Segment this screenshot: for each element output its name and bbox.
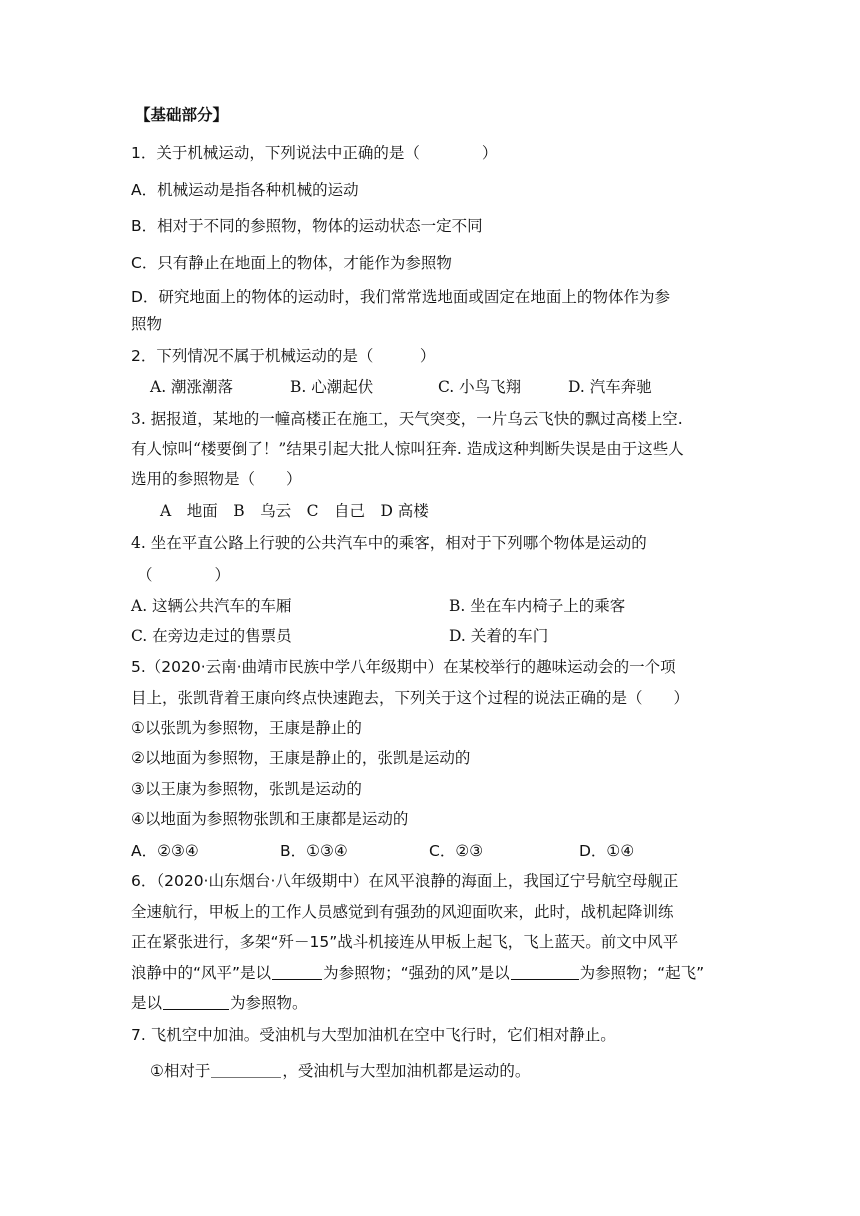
q2-option-b: B. 心潮起伏 [290, 378, 374, 396]
q4-paren: （ ） [137, 566, 231, 584]
q6-line3: 正在紧张进行，多架“歼－15”战斗机接连从甲板上起飞，飞上蓝天。前文中风平 [131, 933, 679, 951]
q1-option-d-line1: D．研究地面上的物体的运动时，我们常常选地面或固定在地面上的物体作为参 [131, 288, 670, 306]
q5-statement-1: ①以张凯为参照物，王康是静止的 [131, 719, 362, 737]
q5-option-c: C．②③ [429, 842, 484, 860]
q5-option-b: B．①③④ [280, 842, 348, 860]
q5-option-a: A．②③④ [131, 842, 199, 860]
answer-blank[interactable] [272, 963, 322, 980]
q6-line5-part2: 为参照物。 [230, 994, 308, 1012]
q5-line1: 5.（2020·云南·曲靖市民族中学八年级期中）在某校举行的趣味运动会的一个项 [131, 658, 676, 676]
q2-options [150, 377, 710, 397]
q5-options [131, 841, 691, 861]
q1-stem: 1．关于机械运动，下列说法中正确的是（ ） [131, 144, 498, 162]
q6-line2: 全速航行，甲板上的工作人员感觉到有强劲的风迎面吹来，此时，战机起降训练 [131, 903, 674, 921]
q6-line5-part1: 是以 [131, 994, 163, 1012]
q6-line4-part2: 为参照物；“强劲的风”是以 [323, 964, 510, 982]
q5-statement-3: ③以王康为参照物，张凯是运动的 [131, 780, 362, 798]
q4-option-a: A. 这辆公共汽车的车厢 [131, 597, 292, 615]
q6-line4-part1: 浪静中的“风平”是以 [131, 964, 272, 982]
q3-line1: 3. 据报道，某地的一幢高楼正在施工，天气突变，一片乌云飞快的飘过高楼上空. [131, 410, 683, 428]
q6-line1: 6．（2020·山东烟台·八年级期中）在风平浪静的海面上，我国辽宁号航空母舰正 [131, 872, 679, 890]
answer-blank[interactable] [211, 1061, 281, 1078]
q7-sub1-part1: ①相对于 [150, 1062, 211, 1080]
q4-stem: 4. 坐在平直公路上行驶的公共汽车中的乘客，相对于下列哪个物体是运动的 [131, 534, 647, 552]
answer-blank[interactable] [511, 963, 579, 980]
q6-line5 [131, 993, 308, 1013]
q2-option-d: D. 汽车奔驰 [568, 378, 652, 396]
q7-sub1 [150, 1061, 530, 1081]
q5-line2: 目上，张凯背着王康向终点快速跑去，下列关于这个过程的说法正确的是（ ） [131, 689, 690, 707]
q5-statement-4: ④以地面为参照物张凯和王康都是运动的 [131, 810, 409, 828]
q1-option-c: C．只有静止在地面上的物体，才能作为参照物 [131, 254, 452, 272]
q7-stem: 7. 飞机空中加油。受油机与大型加油机在空中飞行时，它们相对静止。 [131, 1026, 616, 1044]
q4-option-b: B. 坐在车内椅子上的乘客 [449, 597, 626, 615]
q2-option-a: A. 潮涨潮落 [150, 378, 234, 396]
q5-statement-2: ②以地面为参照物，王康是静止的，张凯是运动的 [131, 749, 471, 767]
q2-option-c: C. 小鸟飞翔 [438, 378, 522, 396]
q7-sub1-part2: ，受油机与大型加油机都是运动的。 [282, 1062, 531, 1080]
section-title: 【基础部分】 [135, 106, 229, 124]
q1-option-b: B．相对于不同的参照物，物体的运动状态一定不同 [131, 217, 483, 235]
q4-option-d: D. 关着的车门 [449, 627, 549, 645]
q3-line2: 有人惊叫“楼要倒了！”结果引起大批人惊叫狂奔. 造成这种判断失误是由于这些人 [131, 440, 684, 458]
q4-option-c: C. 在旁边走过的售票员 [131, 627, 292, 645]
q3-options: A 地面 B 乌云 C 自己 D 高楼 [160, 502, 429, 520]
q2-stem: 2．下列情况不属于机械运动的是（ ） [131, 347, 436, 365]
q5-option-d: D．①④ [579, 842, 635, 860]
answer-blank[interactable] [163, 993, 229, 1010]
q6-line4 [131, 963, 704, 983]
q1-option-a: A．机械运动是指各种机械的运动 [131, 181, 359, 199]
q3-line3: 选用的参照物是（ ） [131, 470, 302, 488]
q6-line4-part3: 为参照物；“起飞” [579, 964, 705, 982]
q1-option-d-line2: 照物 [131, 315, 163, 333]
